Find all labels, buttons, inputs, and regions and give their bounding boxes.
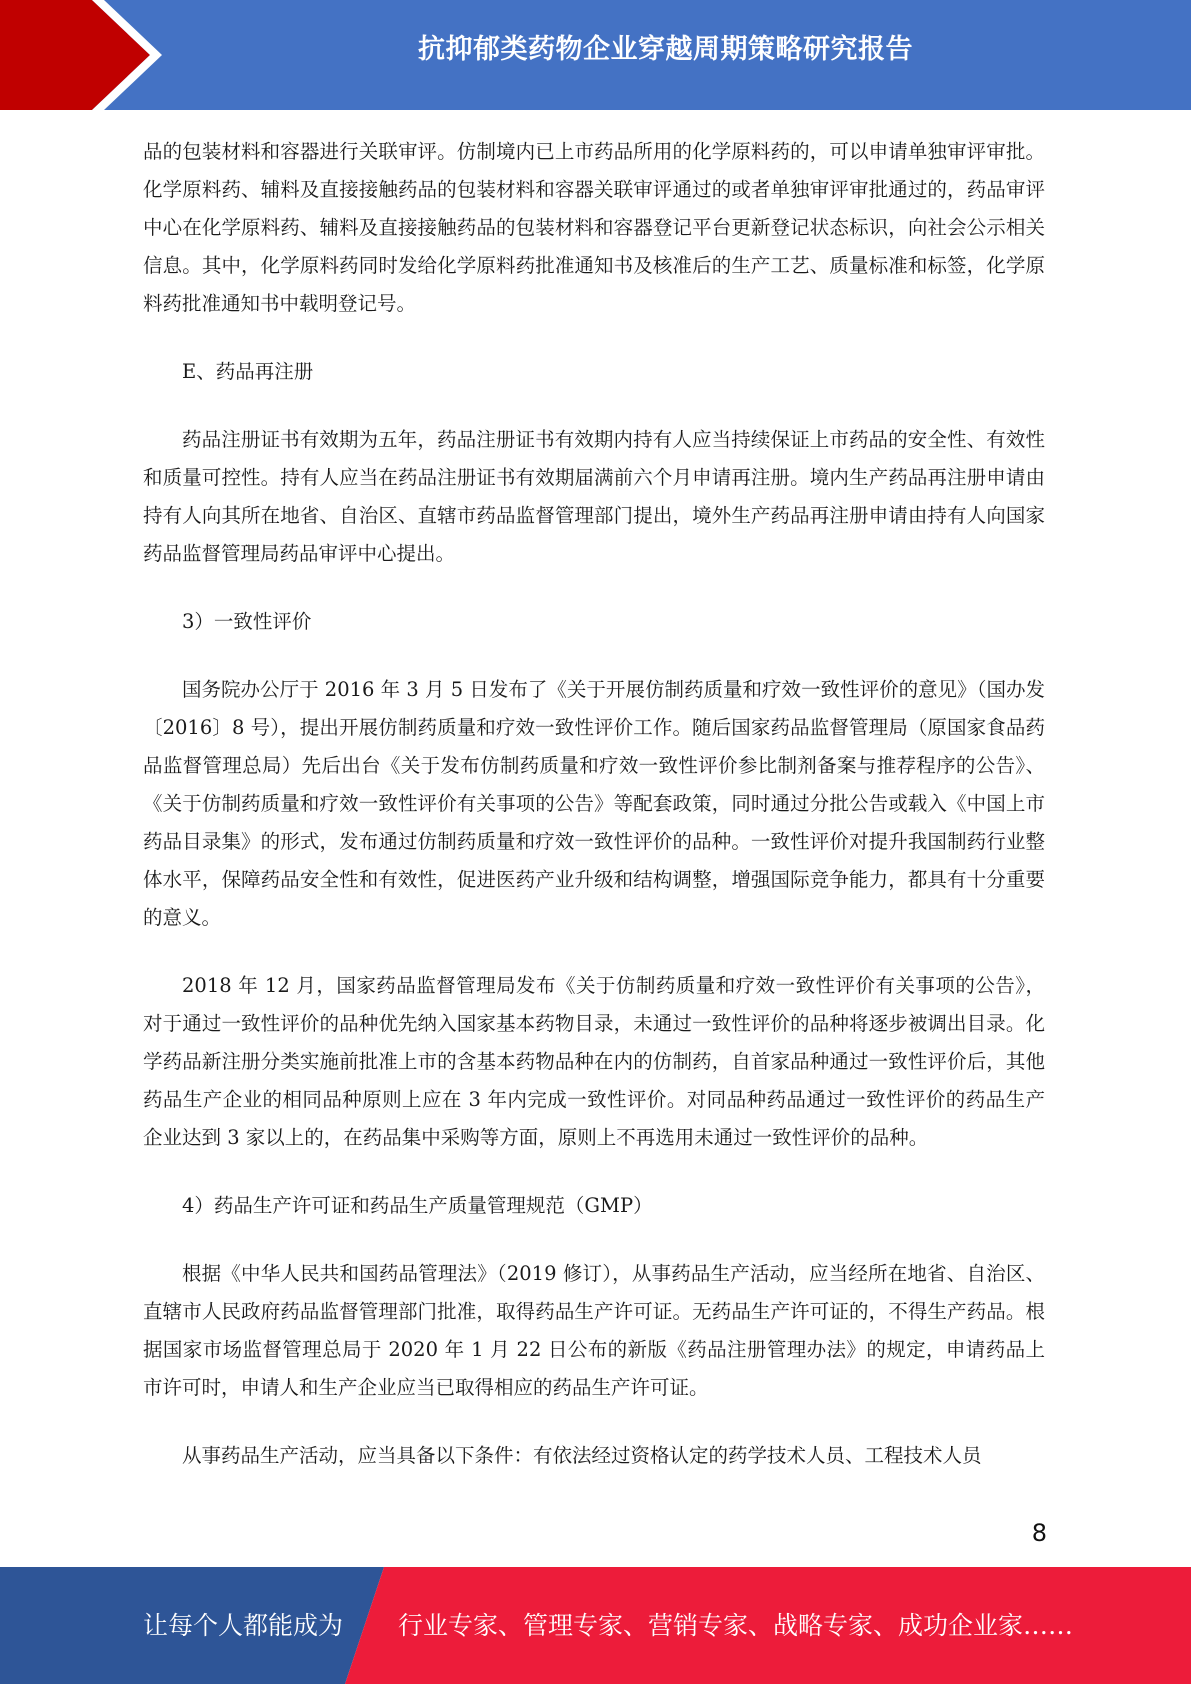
page-footer	[0, 1567, 1191, 1684]
paragraph-continuation: 品的包装材料和容器进行关联审评。仿制境内已上市药品所用的化学原料药的，可以申请单独审评审批。化学原料药、辅料及直接接触药品的包装材料和容器关联审评通过的或者单独审评审批通过的，药品审评中心在化学原料药、辅料及直接接触药品的包装材料和容器登记平台更新登记状态标识，向社会公示相关信息。其中，化学原料药同时发给化学原料药批准通知书及核准后的生产工艺、质量标准和标签，化学原料药批准通知书中载明登记号。	[143, 140, 1045, 315]
paragraph-reregistration: 药品注册证书有效期为五年，药品注册证书有效期内持有人应当持续保证上市药品的安全性、有效性和质量可控性。持有人应当在药品注册证书有效期届满前六个月申请再注册。境内生产药品再注册申请由持有人向其所在地省、自治区、直辖市药品监督管理部门提出，境外生产药品再注册申请由持有人向国家药品监督管理局药品审评中心提出。	[143, 428, 1045, 565]
report-title: 抗抑郁类药物企业穿越周期策略研究报告	[418, 34, 913, 65]
document-body	[143, 133, 1045, 1475]
paragraph-gmp-license: 根据《中华人民共和国药品管理法》（2019 修订），从事药品生产活动，应当经所在地省、自治区、直辖市人民政府药品监督管理部门批准，取得药品生产许可证。无药品生产许可证的，不得生产药品。根据国家市场监督管理总局于 2020 年 1 月 22 日公布的新版《药品注册管理办法》的规定，申请药品上市许可时，申请人和生产企业应当已取得相应的药品生产许可证。	[143, 1262, 1045, 1399]
footer-slogan-left: 让每个人都能成为	[143, 1611, 344, 1640]
section-heading-consistency: 3）一致性评价	[182, 610, 312, 633]
page-number: 8	[1031, 1519, 1047, 1547]
section-heading-reregistration: E、药品再注册	[182, 360, 314, 383]
section-heading-gmp: 4）药品生产许可证和药品生产质量管理规范（GMP）	[182, 1194, 653, 1217]
footer-slogan-right: 行业专家、管理专家、营销专家、战略专家、成功企业家……	[398, 1611, 1074, 1640]
paragraph-consistency-2018: 2018 年 12 月，国家药品监督管理局发布《关于仿制药质量和疗效一致性评价有关事项的公告》，对于通过一致性评价的品种优先纳入国家基本药物目录，未通过一致性评价的品种将逐步被调出目录。化学药品新注册分类实施前批准上市的含基本药物品种在内的仿制药，自首家品种通过一致性评价后，其他药品生产企业的相同品种原则上应在 3 年内完成一致性评价。对同品种药品通过一致性评价的药品生产企业达到 3 家以上的，在药品集中采购等方面，原则上不再选用未通过一致性评价的品种。	[143, 974, 1045, 1149]
paragraph-gmp-conditions: 从事药品生产活动，应当具备以下条件：有依法经过资格认定的药学技术人员、工程技术人员	[182, 1444, 982, 1467]
paragraph-consistency-2016: 国务院办公厅于 2016 年 3 月 5 日发布了《关于开展仿制药质量和疗效一致性评价的意见》（国办发〔2016〕8 号），提出开展仿制药质量和疗效一致性评价工作。随后国家药品监督管理局（原国家食品药品监督管理总局）先后出台《关于发布仿制药质量和疗效一致性评价参比制剂备案与推荐程序的公告》、《关于仿制药质量和疗效一致性评价有关事项的公告》等配套政策，同时通过分批公告或载入《中国上市药品目录集》的形式，发布通过仿制药质量和疗效一致性评价的品种。一致性评价对提升我国制药行业整体水平，保障药品安全性和有效性，促进医药产业升级和结构调整，增强国际竞争能力，都具有十分重要的意义。	[143, 678, 1045, 929]
page-header	[0, 0, 1191, 110]
